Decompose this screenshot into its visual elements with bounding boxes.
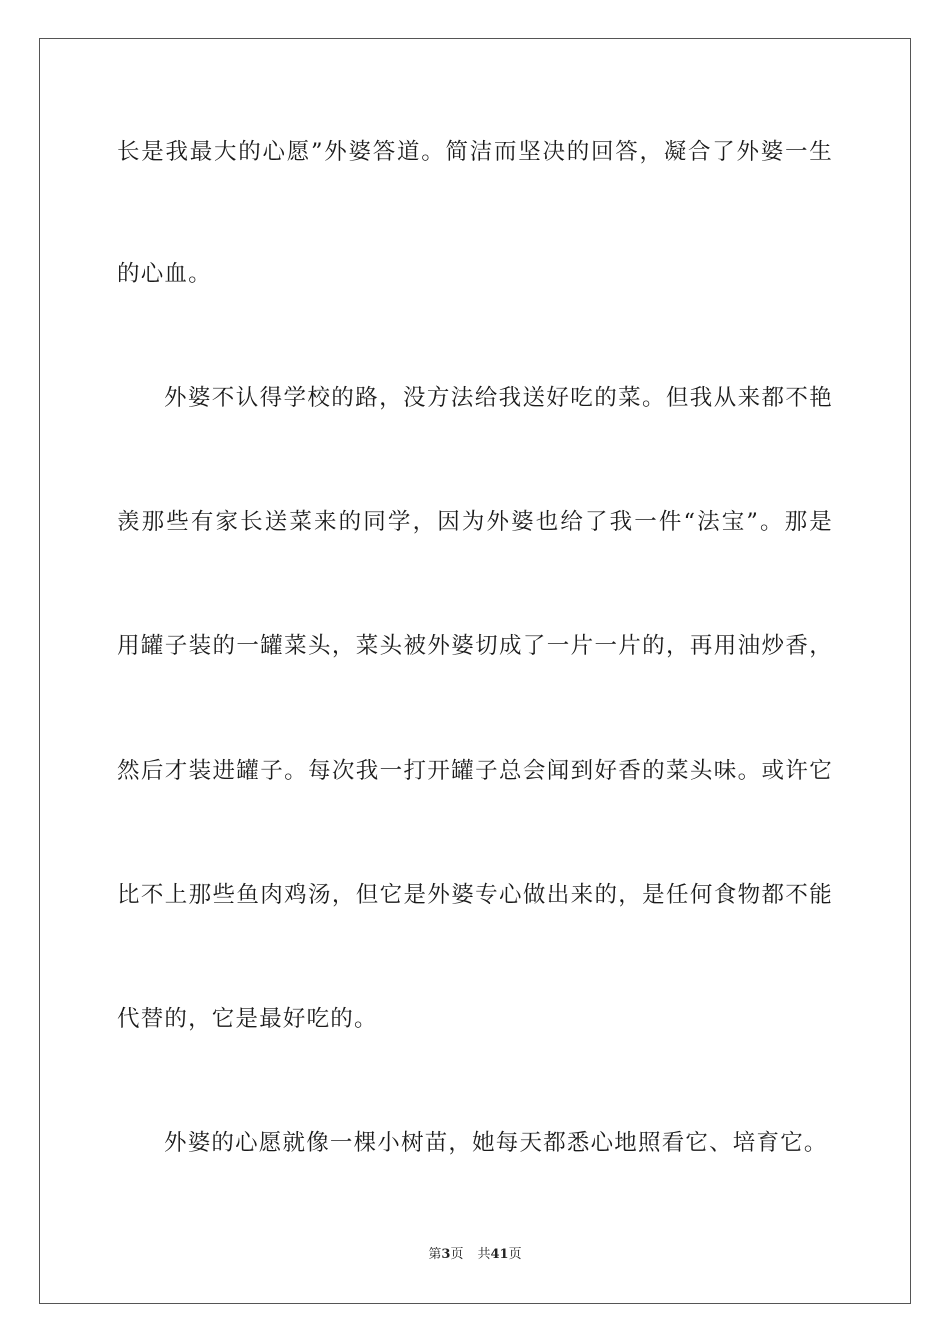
paragraph-line: 用罐子装的一罐菜头，菜头被外婆切成了一片一片的，再用油炒香，: [117, 633, 833, 659]
total-suffix: 页: [508, 1247, 522, 1262]
page-suffix: 页: [450, 1247, 464, 1262]
page-number: 3: [441, 1247, 451, 1262]
paragraph-line: 比不上那些鱼肉鸡汤，但它是外婆专心做出来的，是任何食物都不能: [117, 882, 833, 908]
paragraph-line: 长是我最大的心愿”外婆答道。简洁而坚决的回答，凝合了外婆一生: [117, 139, 833, 165]
total-pages: 41: [490, 1247, 509, 1262]
paragraph-line: 外婆的心愿就像一棵小树苗，她每天都悉心地照看它、培育它。: [164, 1130, 828, 1156]
paragraph-line: 的心血。: [117, 261, 212, 287]
paragraph-line: 代替的，它是最好吃的。: [117, 1006, 378, 1032]
paragraph-line: 外婆不认得学校的路，没方法给我送好吃的菜。但我从来都不艳: [164, 385, 833, 411]
total-prefix: 共: [477, 1247, 491, 1262]
paragraph-line: 羡那些有家长送菜来的同学，因为外婆也给了我一件“法宝”。那是: [117, 509, 833, 535]
paragraph-line: 然后才装进罐子。每次我一打开罐子总会闻到好香的菜头味。或许它: [117, 758, 833, 784]
page-footer: [0, 1246, 950, 1264]
page-prefix: 第: [428, 1247, 442, 1262]
page-border: [39, 38, 911, 1304]
